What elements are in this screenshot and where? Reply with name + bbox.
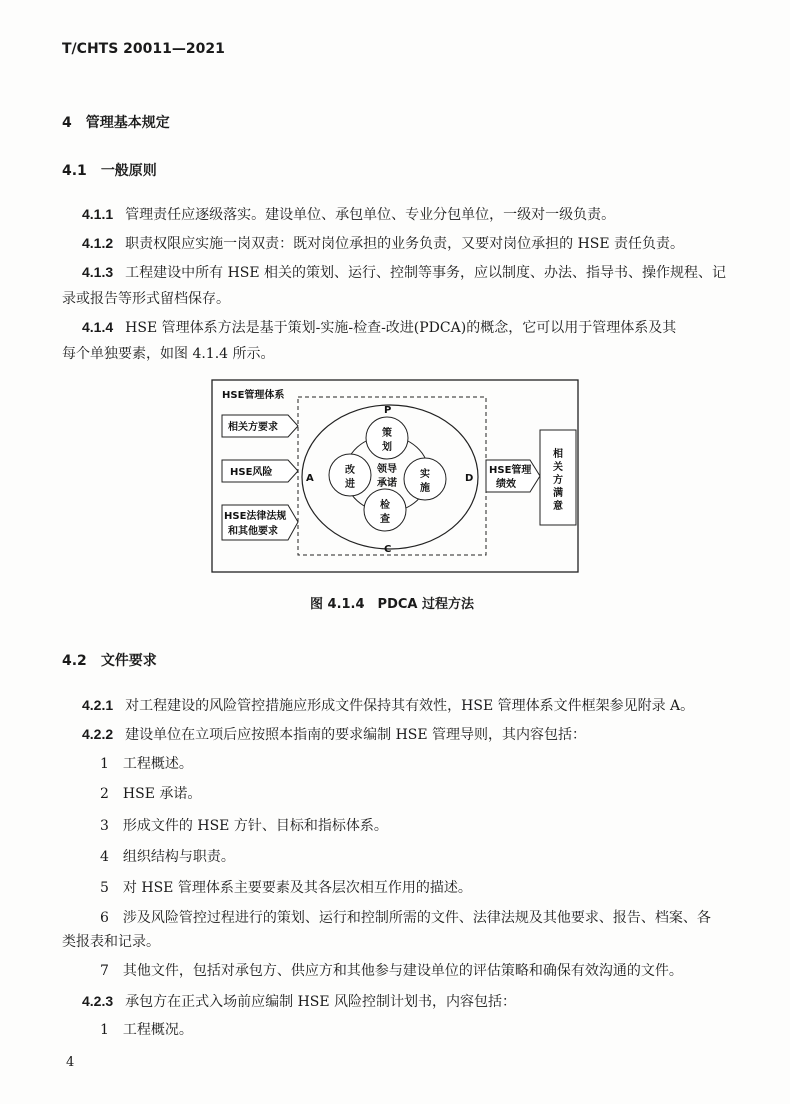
svg-text:施: 施	[420, 483, 430, 494]
subsection-heading: 4.1 一般原则	[62, 163, 157, 179]
svg-text:划: 划	[382, 442, 392, 453]
svg-text:HSE法律法规: HSE法律法规	[224, 511, 287, 522]
list-item: 2 HSE 承诺。	[100, 786, 202, 802]
do-circle	[404, 458, 446, 500]
svg-text:进: 进	[345, 479, 355, 490]
svg-text:绩效: 绩效	[496, 479, 516, 490]
svg-text:查: 查	[380, 514, 390, 525]
system-label: HSE管理体系	[222, 390, 285, 401]
output-performance	[486, 460, 540, 492]
clause-4-1-2: 4.1.2 职责权限应实施一岗双责：既对岗位承担的业务负责，又要对岗位承担的 HSE 责任负责。	[82, 235, 685, 252]
clause-4-1-3-cont: 录或报告等形式留档保存。	[62, 291, 230, 307]
letter-a: A	[306, 473, 314, 484]
list-item: 1 工程概述。	[100, 756, 193, 772]
list-item-cont: 类报表和记录。	[62, 934, 160, 950]
letter-p: P	[384, 405, 392, 416]
list-item: 3 形成文件的 HSE 方针、目标和指标体系。	[100, 818, 388, 834]
list-item: 1 工程概况。	[100, 1022, 193, 1038]
act-circle	[329, 454, 371, 496]
clause-4-1-3: 4.1.3 工程建设中所有 HSE 相关的策划、运行、控制等事务，应以制度、办法、指导书、操作规程、记	[82, 264, 727, 281]
input-stakeholder	[222, 415, 298, 437]
result-satisfaction	[540, 430, 576, 525]
svg-text:策: 策	[382, 428, 392, 439]
subsection-heading: 4.2 文件要求	[62, 653, 157, 669]
svg-text:意: 意	[553, 501, 563, 512]
svg-text:方: 方	[553, 475, 563, 486]
check-circle	[364, 489, 406, 531]
svg-text:实: 实	[420, 469, 430, 480]
center-label: 领导	[377, 464, 397, 475]
section-heading: 4 管理基本规定	[62, 115, 170, 131]
svg-text:承诺: 承诺	[377, 478, 397, 489]
plan-circle	[366, 417, 408, 459]
clause-4-1-4: 4.1.4 HSE 管理体系方法是基于策划-实施-检查-改进(PDCA)的概念，它可以用于管理体系及其	[82, 319, 677, 336]
clause-4-1-1: 4.1.1 管理责任应逐级落实。建设单位、承包单位、专业分包单位，一级对一级负责。	[82, 206, 616, 223]
svg-text:和其他要求: 和其他要求	[228, 526, 278, 537]
list-item: 6 涉及风险管控过程进行的策划、运行和控制所需的文件、法律法规及其他要求、报告、档案、各	[100, 910, 711, 926]
letter-d: D	[465, 473, 474, 484]
svg-text:检: 检	[380, 500, 390, 511]
list-item: 7 其他文件，包括对承包方、供应方和其他参与建设单位的评估策略和确保有效沟通的文件。	[100, 963, 683, 979]
clause-4-2-2: 4.2.2 建设单位在立项后应按照本指南的要求编制 HSE 管理导则，其内容包括：	[82, 726, 587, 743]
svg-text:相关方要求: 相关方要求	[228, 422, 278, 433]
svg-text:改: 改	[345, 465, 355, 476]
svg-text:满: 满	[553, 488, 563, 499]
svg-text:HSE管理: HSE管理	[489, 465, 532, 476]
list-item: 4 组织结构与职责。	[100, 849, 235, 865]
svg-text:相: 相	[553, 449, 563, 460]
list-item: 5 对 HSE 管理体系主要要素及其各层次相互作用的描述。	[100, 880, 472, 896]
figure-caption: 图 4.1.4 PDCA 过程方法	[310, 597, 474, 612]
clause-4-2-1: 4.2.1 对工程建设的风险管控措施应形成文件保持其有效性，HSE 管理体系文件框架参见附录 A。	[82, 697, 695, 714]
input-legal	[222, 505, 298, 540]
input-risk	[222, 460, 298, 482]
clause-4-1-4-cont: 每个单独要素，如图 4.1.4 所示。	[62, 346, 275, 362]
svg-text:关: 关	[553, 462, 563, 473]
svg-text:HSE风险: HSE风险	[230, 467, 273, 478]
letter-c: C	[384, 544, 392, 555]
clause-4-2-3: 4.2.3 承包方在正式入场前应编制 HSE 风险控制计划书，内容包括：	[82, 993, 517, 1010]
standard-header: T/CHTS 20011—2021	[62, 41, 225, 57]
page-number: 4	[66, 1055, 75, 1070]
